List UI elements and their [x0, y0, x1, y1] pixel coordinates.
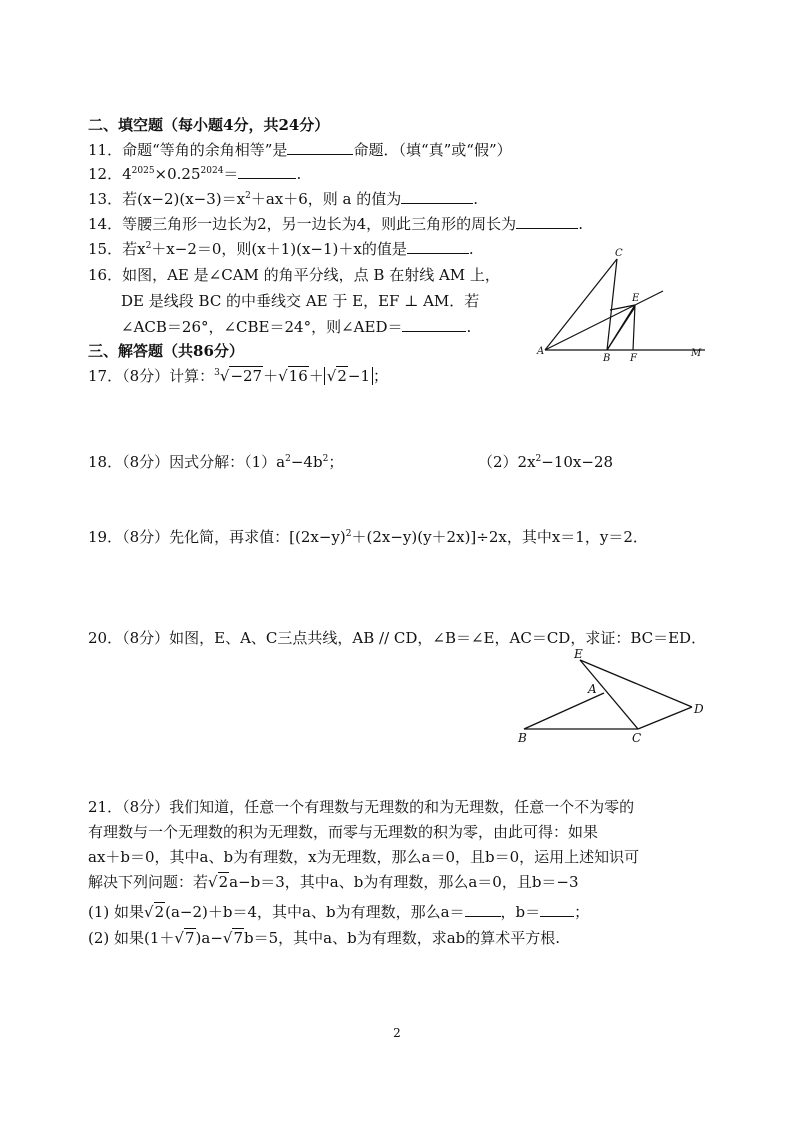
- fig16-label-e: E: [632, 293, 640, 304]
- q11-answer-blank[interactable]: [287, 140, 353, 155]
- q15-text-b: ＋x−2＝0，则(x＋1)(x−1)＋x的值是: [151, 240, 407, 258]
- fig20-label-d: D: [694, 702, 704, 716]
- question-21-sub1: (1) 如果√2(a−2)＋b＝4，其中a、b为有理数，那么a＝ ，b＝ ；: [88, 903, 590, 921]
- q15-answer-blank[interactable]: [407, 239, 469, 254]
- fig16-label-m: M: [691, 348, 702, 359]
- fig16-label-f: F: [630, 353, 637, 364]
- q16-end: .: [466, 318, 472, 336]
- q14-end: .: [578, 215, 583, 233]
- question-17: 17．（8分）计算：$^3$√−27＋√16＋ √2−1 ；: [88, 367, 389, 385]
- question-16-line1: [88, 265, 500, 285]
- fig16-segment-ef: [633, 305, 635, 350]
- q13-exp: 2: [245, 191, 251, 201]
- q21-sub2-b: )a−: [195, 929, 223, 947]
- q21-sub1-a: (1) 如果: [88, 903, 145, 921]
- q17-number: 17．: [88, 367, 123, 385]
- q21-sub1-end: ；: [574, 903, 590, 921]
- figure-16: [535, 245, 715, 365]
- q21-line4-radicand: 2: [218, 873, 229, 891]
- q13-text-a: 若(x−2)(x−3)＝x: [122, 190, 246, 208]
- fig20-label-c: C: [632, 731, 642, 745]
- q18-exp1: 2: [285, 454, 291, 464]
- q16-text-line1: 如图，AE 是∠CAM 的角平分线，点 B 在射线 AM 上，: [122, 266, 500, 284]
- q14-answer-blank[interactable]: [516, 214, 578, 229]
- question-12: 12．$4^{2025}\times 0.25^{2024}=$ .: [88, 165, 302, 183]
- q17-end: ；: [373, 367, 389, 385]
- q12-number: 12．: [88, 165, 123, 183]
- q20-text: （8分）如图，E、A、C三点共线，AB // CD，∠B＝∠E，AC＝CD，求证：BC＝ED．: [122, 629, 707, 647]
- q21-line4-a: 解决下列问题：若: [88, 873, 209, 891]
- question-18-part2: [478, 452, 613, 472]
- q18-part2-b: −10x−28: [541, 453, 614, 471]
- fig20-segment-cd: [638, 707, 692, 729]
- q19-number: 19．: [88, 528, 123, 546]
- q15-end: .: [468, 240, 474, 258]
- q19-text-b: ＋(2x−y)(y＋2x)]÷2x，其中x＝1，y＝2．: [351, 528, 648, 546]
- q21-sub2-a: (2) 如果(1＋: [88, 929, 175, 947]
- question-14: [88, 214, 583, 234]
- q21-sub1-b: (a−2)＋b＝4，其中a、b为有理数，那么a＝: [165, 903, 465, 921]
- fig16-segment-ac: [545, 259, 617, 350]
- q18-number: 18．: [88, 453, 123, 471]
- q17-cube-index: 3: [214, 368, 220, 378]
- q17-radicand2: 16: [288, 367, 308, 385]
- page-number: 2: [393, 1026, 401, 1040]
- q12-exp2: 2024: [200, 166, 224, 176]
- q12-exp1: 2025: [131, 166, 155, 176]
- q17-radicand3: 2: [337, 367, 347, 385]
- q21-answer-a-blank[interactable]: [465, 902, 501, 917]
- q21-answer-b-blank[interactable]: [540, 902, 574, 917]
- q12-answer-blank[interactable]: [238, 164, 296, 179]
- q16-answer-blank[interactable]: [402, 317, 466, 332]
- q19-text-a: （8分）先化简，再求值：[(2x−y): [122, 528, 346, 546]
- question-11: [88, 140, 512, 160]
- q18-exp2: 2: [322, 454, 329, 464]
- question-21-line1: [88, 797, 634, 817]
- question-18: [88, 452, 343, 472]
- q21-number: 21．: [88, 798, 123, 816]
- q18-exp3: 2: [535, 454, 542, 464]
- q15-text-a: 若x: [122, 240, 146, 258]
- section-title-answers: 三、解答题（共86分）: [88, 342, 244, 360]
- q17-plus2: ＋: [308, 367, 324, 385]
- q14-text: 等腰三角形一边长为2，另一边长为4，则此三角形的周长为: [122, 215, 517, 233]
- question-21-line2: 有理数与一个无理数的积为无理数，而零与无理数的积为零，由此可得：如果: [88, 823, 599, 841]
- q18-part2-a: （2）2x: [478, 453, 536, 471]
- question-21-line4: 解决下列问题：若√2a−b＝3，其中a、b为有理数，那么a＝0，且b＝−3: [88, 873, 579, 891]
- q13-end: .: [473, 190, 479, 208]
- q18-part1-a: （8分）因式分解：（1）a: [122, 453, 286, 471]
- q16-text-line3: ∠ACB＝26°，∠CBE＝24°，则∠AED＝: [121, 318, 403, 336]
- fig16-label-a: A: [537, 346, 545, 357]
- q13-text-b: ＋ax＋6，则 a 的值为: [250, 190, 402, 208]
- q15-number: 15．: [88, 240, 123, 258]
- q20-number: 20．: [88, 629, 123, 647]
- q16-number: 16．: [88, 266, 123, 284]
- q11-text-a: 命题“等角的余角相等”是: [122, 141, 288, 159]
- q12-equals: ＝: [223, 165, 239, 183]
- q21-text-line1: （8分）我们知道，任意一个有理数与无理数的和为无理数，任意一个不为零的: [122, 798, 635, 816]
- fig20-label-e: E: [574, 647, 583, 661]
- fig20-segment-ab: [524, 693, 604, 729]
- q21-sub2-radicand1: 7: [184, 929, 195, 947]
- figure-20: [510, 645, 710, 745]
- q17-text: （8分）计算：: [122, 367, 215, 385]
- question-16-line2: DE 是线段 BC 的中垂线交 AE 于 E，EF ⊥ AM．若: [121, 292, 480, 310]
- q19-exp: 2: [345, 529, 352, 539]
- question-19: [88, 527, 648, 547]
- fig20-segment-ed: [580, 660, 692, 707]
- q12-mid: ×0.25: [154, 165, 201, 183]
- question-16-line3: [121, 317, 471, 337]
- q21-sub1-c: ，b＝: [500, 903, 541, 921]
- q17-plus1: ＋: [263, 367, 279, 385]
- fig16-bisector-ae: [545, 291, 663, 350]
- fig20-label-a: A: [588, 682, 597, 696]
- section-title-fill-in: 二、填空题（每小题4分，共24分）: [88, 116, 330, 134]
- q21-sub2-radicand2: 7: [233, 929, 244, 947]
- q18-part1-b: −4b: [290, 453, 323, 471]
- q15-exp: 2: [145, 241, 152, 251]
- q18-part1-end: ；: [328, 453, 344, 471]
- q21-line4-b: a−b＝3，其中a、b为有理数，那么a＝0，且b＝−3: [229, 873, 579, 891]
- q13-number: 13．: [88, 190, 123, 208]
- fig16-label-c: C: [615, 248, 623, 259]
- fig16-label-b: B: [603, 353, 611, 364]
- q17-radicand1: −27: [230, 367, 263, 385]
- q21-sub2-c: b＝5，其中a、b为有理数，求ab的算术平方根.: [244, 929, 561, 947]
- question-21-line3: ax＋b＝0，其中a、b为有理数，x为无理数，那么a＝0，且b＝0，运用上述知识可: [88, 848, 640, 866]
- question-21-sub2: (2) 如果(1＋√7)a−√7b＝5，其中a、b为有理数，求ab的算术平方根.: [88, 929, 561, 947]
- q17-abs-tail: −1: [347, 367, 371, 385]
- q12-base: 4: [122, 165, 132, 183]
- q11-number: 11．: [88, 141, 123, 159]
- q14-number: 14．: [88, 215, 123, 233]
- q11-text-b: 命题．（填“真”或“假”）: [353, 141, 512, 159]
- q13-answer-blank[interactable]: [401, 189, 473, 204]
- question-15: [88, 239, 474, 259]
- q17-absolute-value: √2−1: [324, 367, 373, 385]
- fig20-label-b: B: [518, 731, 527, 745]
- q21-sub1-radicand: 2: [154, 903, 165, 921]
- question-13: [88, 189, 478, 209]
